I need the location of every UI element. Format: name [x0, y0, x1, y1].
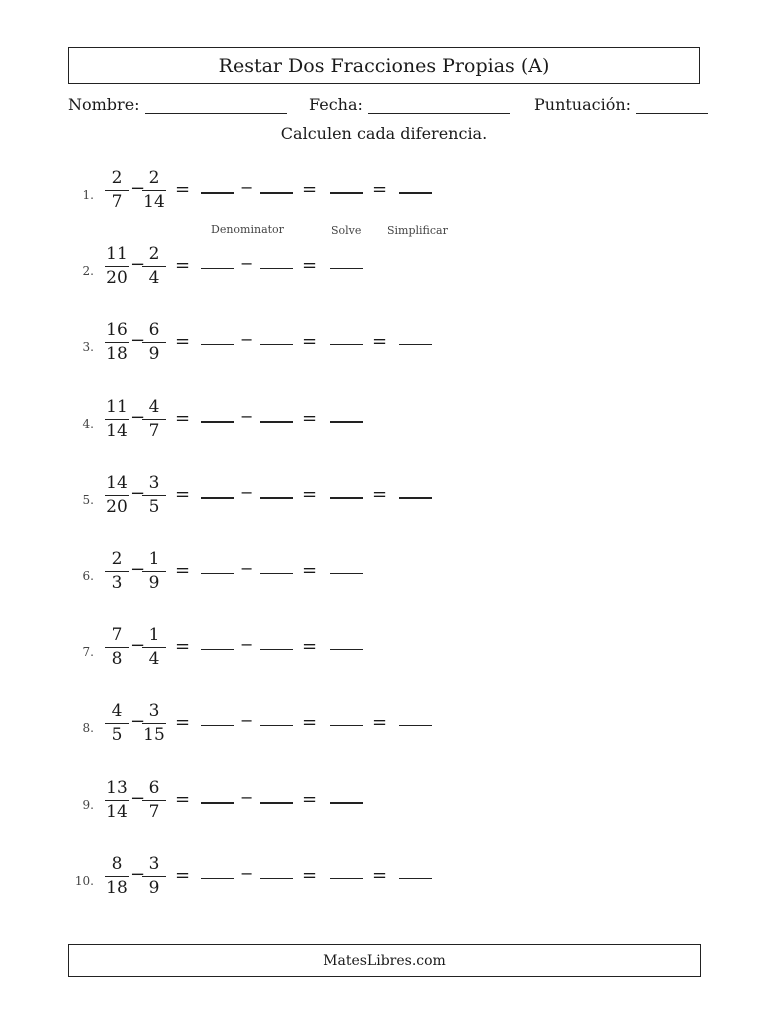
denominator: 7 — [111, 192, 123, 212]
fraction-minuend — [103, 778, 131, 826]
minus-sign: − — [240, 407, 254, 426]
minus-sign: − — [130, 711, 146, 732]
numerator: 4 — [148, 397, 160, 417]
answer-blank-difference[interactable] — [330, 878, 363, 879]
fraction-bar — [142, 495, 166, 496]
problem-number: 4. — [82, 417, 94, 431]
answer-blank-simplified[interactable] — [399, 878, 432, 879]
fraction-minuend — [103, 625, 131, 673]
minus-sign: − — [240, 178, 254, 197]
denominator: 9 — [148, 344, 160, 364]
answer-blank-common-2[interactable] — [260, 725, 293, 726]
equals-sign: = — [175, 179, 191, 200]
numerator: 3 — [148, 701, 160, 721]
fraction-bar — [142, 571, 166, 572]
fraction-minuend — [103, 701, 131, 749]
equals-sign: = — [302, 865, 318, 886]
numerator: 3 — [148, 854, 160, 874]
answer-blank-difference[interactable] — [330, 573, 363, 574]
fraction-bar — [105, 876, 129, 877]
fraction-bar — [105, 800, 129, 801]
problem-row — [0, 320, 768, 380]
denominator: 3 — [111, 573, 123, 593]
equals-sign: = — [302, 255, 318, 276]
minus-sign: − — [130, 635, 146, 656]
answer-blank-common-1[interactable] — [201, 497, 234, 499]
problem-number: 9. — [82, 798, 94, 812]
fraction-subtrahend — [140, 473, 168, 521]
answer-blank-difference[interactable] — [330, 192, 363, 194]
score-field — [534, 93, 708, 114]
answer-blank-common-2[interactable] — [260, 802, 293, 804]
denominator: 5 — [111, 725, 123, 745]
fraction-bar — [142, 800, 166, 801]
denominator: 7 — [148, 421, 160, 441]
answer-blank-common-2[interactable] — [260, 421, 293, 423]
fraction-minuend — [103, 244, 131, 292]
problem-number: 8. — [82, 721, 94, 735]
fraction-bar — [142, 342, 166, 343]
fraction-bar — [105, 266, 129, 267]
fraction-bar — [105, 571, 129, 572]
fraction-bar — [142, 190, 166, 191]
equals-sign: = — [302, 789, 318, 810]
numerator: 3 — [148, 473, 160, 493]
equals-sign: = — [175, 331, 191, 352]
fraction-minuend — [103, 854, 131, 902]
fraction-bar — [142, 419, 166, 420]
equals-sign: = — [175, 712, 191, 733]
hint-simplify: Simplificar — [387, 224, 448, 237]
fraction-bar — [105, 342, 129, 343]
minus-sign: − — [130, 178, 146, 199]
footer: MatesLibres.com — [68, 944, 701, 977]
answer-blank-simplified[interactable] — [399, 192, 432, 194]
fraction-subtrahend — [140, 320, 168, 368]
numerator: 2 — [148, 244, 160, 264]
numerator: 2 — [111, 168, 123, 188]
equals-sign: = — [372, 331, 388, 352]
problem-number: 6. — [82, 569, 94, 583]
worksheet-title: Restar Dos Fracciones Propias (A) — [68, 47, 700, 84]
fraction-bar — [142, 266, 166, 267]
denominator: 5 — [148, 497, 160, 517]
answer-blank-common-2[interactable] — [260, 573, 293, 574]
problem-row — [0, 549, 768, 609]
answer-blank-common-2[interactable] — [260, 192, 293, 194]
numerator: 7 — [111, 625, 123, 645]
fraction-subtrahend — [140, 778, 168, 826]
equals-sign: = — [372, 484, 388, 505]
numerator: 8 — [111, 854, 123, 874]
fraction-bar — [142, 723, 166, 724]
fraction-bar — [105, 647, 129, 648]
equals-sign: = — [175, 255, 191, 276]
problem-number: 5. — [82, 493, 94, 507]
minus-sign: − — [130, 407, 146, 428]
denominator: 9 — [148, 573, 160, 593]
minus-sign: − — [130, 254, 146, 275]
answer-blank-common-2[interactable] — [260, 497, 293, 499]
name-label: Nombre: — [68, 95, 140, 114]
fraction-bar — [105, 495, 129, 496]
score-input-line[interactable] — [636, 93, 708, 114]
equals-sign: = — [302, 560, 318, 581]
answer-blank-difference[interactable] — [330, 421, 363, 423]
date-input-line[interactable] — [368, 93, 510, 114]
fraction-minuend — [103, 549, 131, 597]
answer-blank-common-1[interactable] — [201, 573, 234, 574]
answer-blank-common-1[interactable] — [201, 344, 234, 345]
minus-sign: − — [240, 559, 254, 578]
numerator: 6 — [148, 778, 160, 798]
instructions: Calculen cada diferencia. — [280, 124, 488, 143]
numerator: 4 — [111, 701, 123, 721]
denominator: 7 — [148, 802, 160, 822]
date-field — [309, 93, 510, 114]
answer-blank-simplified[interactable] — [399, 497, 432, 499]
hint-solve: Solve — [331, 224, 362, 237]
fraction-subtrahend — [140, 397, 168, 445]
problem-row — [0, 168, 768, 237]
equals-sign: = — [175, 560, 191, 581]
equals-sign: = — [175, 484, 191, 505]
problem-number: 1. — [82, 188, 94, 202]
fraction-minuend — [103, 168, 131, 216]
denominator: 18 — [106, 344, 128, 364]
minus-sign: − — [240, 635, 254, 654]
denominator: 9 — [148, 878, 160, 898]
fraction-minuend — [103, 473, 131, 521]
fraction-bar — [105, 723, 129, 724]
answer-blank-simplified[interactable] — [399, 344, 432, 345]
equals-sign: = — [302, 331, 318, 352]
minus-sign: − — [130, 483, 146, 504]
fraction-subtrahend — [140, 244, 168, 292]
minus-sign: − — [240, 711, 254, 730]
minus-sign: − — [240, 483, 254, 502]
fraction-subtrahend — [140, 168, 168, 216]
numerator: 11 — [106, 397, 128, 417]
minus-sign: − — [130, 864, 146, 885]
equals-sign: = — [372, 712, 388, 733]
answer-blank-difference[interactable] — [330, 649, 363, 650]
equals-sign: = — [175, 789, 191, 810]
minus-sign: − — [240, 788, 254, 807]
minus-sign: − — [240, 330, 254, 349]
fraction-subtrahend — [140, 701, 168, 749]
answer-blank-common-1[interactable] — [201, 649, 234, 650]
answer-blank-common-1[interactable] — [201, 802, 234, 804]
equals-sign: = — [372, 179, 388, 200]
fraction-subtrahend — [140, 549, 168, 597]
problem-number: 7. — [82, 645, 94, 659]
answer-blank-common-1[interactable] — [201, 421, 234, 423]
problem-row — [0, 854, 768, 914]
answer-blank-common-1[interactable] — [201, 192, 234, 194]
equals-sign: = — [175, 408, 191, 429]
equals-sign: = — [302, 712, 318, 733]
fraction-bar — [142, 647, 166, 648]
minus-sign: − — [240, 254, 254, 273]
equals-sign: = — [372, 865, 388, 886]
fraction-minuend — [103, 397, 131, 445]
equals-sign: = — [175, 865, 191, 886]
score-label: Puntuación: — [534, 95, 632, 114]
denominator: 20 — [106, 497, 128, 517]
problem-row — [0, 625, 768, 685]
denominator: 15 — [143, 725, 165, 745]
minus-sign: − — [130, 559, 146, 580]
numerator: 2 — [111, 549, 123, 569]
minus-sign: − — [130, 788, 146, 809]
name-field — [68, 93, 287, 114]
problem-row — [0, 244, 768, 304]
equals-sign: = — [302, 179, 318, 200]
hint-denominator: Denominator — [211, 223, 284, 236]
problem-row — [0, 701, 768, 761]
problem-row — [0, 397, 768, 457]
answer-blank-difference[interactable] — [330, 725, 363, 726]
answer-blank-difference[interactable] — [330, 802, 363, 804]
answer-blank-simplified[interactable] — [399, 725, 432, 726]
answer-blank-common-2[interactable] — [260, 268, 293, 269]
fraction-bar — [105, 190, 129, 191]
problem-row — [0, 473, 768, 533]
equals-sign: = — [175, 636, 191, 657]
answer-blank-common-2[interactable] — [260, 344, 293, 345]
fraction-subtrahend — [140, 625, 168, 673]
problem-row — [0, 778, 768, 838]
fraction-subtrahend — [140, 854, 168, 902]
problem-number: 3. — [82, 340, 94, 354]
minus-sign: − — [130, 330, 146, 351]
minus-sign: − — [240, 864, 254, 883]
denominator: 14 — [106, 421, 128, 441]
answer-blank-common-2[interactable] — [260, 878, 293, 879]
denominator: 14 — [106, 802, 128, 822]
answer-blank-difference[interactable] — [330, 268, 363, 269]
name-input-line[interactable] — [145, 93, 287, 114]
denominator: 18 — [106, 878, 128, 898]
numerator: 11 — [106, 244, 128, 264]
problem-number: 10. — [74, 874, 94, 888]
numerator: 1 — [148, 625, 160, 645]
denominator: 14 — [143, 192, 165, 212]
numerator: 16 — [106, 320, 128, 340]
problem-number: 2. — [82, 264, 94, 278]
answer-blank-common-1[interactable] — [201, 268, 234, 269]
fraction-bar — [105, 419, 129, 420]
answer-blank-difference[interactable] — [330, 497, 363, 499]
denominator: 4 — [148, 268, 160, 288]
equals-sign: = — [302, 636, 318, 657]
date-label: Fecha: — [309, 95, 363, 114]
numerator: 1 — [148, 549, 160, 569]
denominator: 8 — [111, 649, 123, 669]
header-fields — [68, 93, 701, 121]
answer-blank-difference[interactable] — [330, 344, 363, 345]
numerator: 6 — [148, 320, 160, 340]
denominator: 20 — [106, 268, 128, 288]
denominator: 4 — [148, 649, 160, 669]
equals-sign: = — [302, 484, 318, 505]
equals-sign: = — [302, 408, 318, 429]
numerator: 13 — [106, 778, 128, 798]
answer-blank-common-1[interactable] — [201, 725, 234, 726]
answer-blank-common-1[interactable] — [201, 878, 234, 879]
numerator: 14 — [106, 473, 128, 493]
fraction-minuend — [103, 320, 131, 368]
numerator: 2 — [148, 168, 160, 188]
fraction-bar — [142, 876, 166, 877]
answer-blank-common-2[interactable] — [260, 649, 293, 650]
